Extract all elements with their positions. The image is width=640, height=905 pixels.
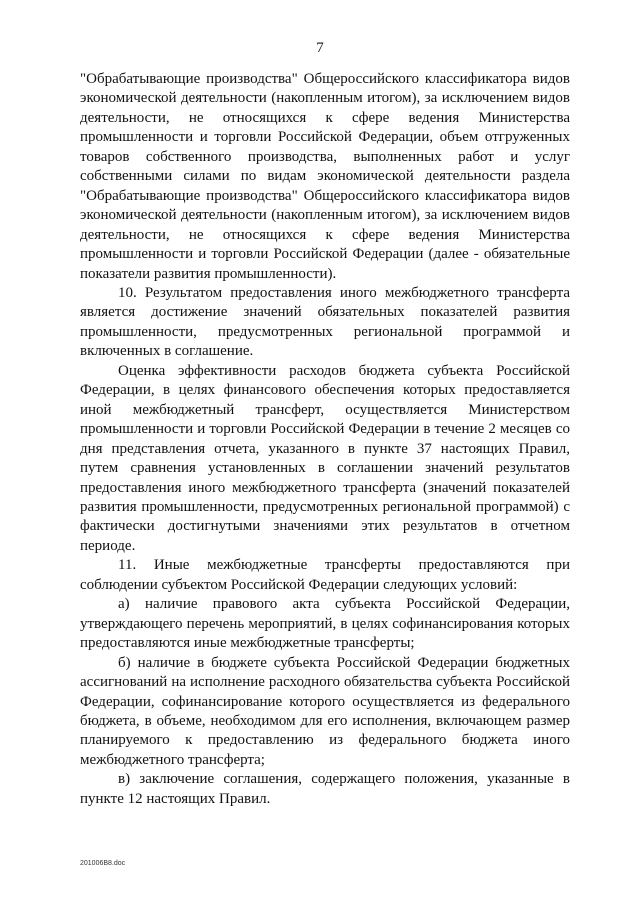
paragraph-condition-b: б) наличие в бюджете субъекта Российской Федерации бюджетных ассигнований на исполнение расходного обязательства субъекта Российской Федерации, софинансирование которого осуществляется из федерального бюджета, в объеме, необходимом для его исполнения, включающем размер планируемого к предоставлению из федерального бюджета иного межбюджетного трансферта; [80, 654, 570, 768]
paragraph-condition-a: а) наличие правового акта субъекта Российской Федерации, утверждающего перечень мероприятий, в целях софинансирования которых предоставляются иные межбюджетные трансферты; [80, 596, 570, 652]
document-body [80, 70, 570, 809]
page-number: 7 [316, 40, 324, 56]
paragraph-evaluation: Оценка эффективности расходов бюджета субъекта Российской Федерации, в целях финансового обеспечения которых предоставляется иной межбюджетный трансферт, осуществляется Министерством промышленности и торговли Российской Федерации в течение 2 месяцев со дня представления отчета, указанного в пункте 37 настоящих Правил, путем сравнения установленных в соглашении значений результатов предоставления иного межбюджетного трансферта (значений показателей развития промышленности, предусмотренных региональной программой) с фактически достигнутыми значениями этих результатов в отчетном периоде. [80, 362, 570, 554]
paragraph-item-10: 10. Результатом предоставления иного межбюджетного трансферта является достижение значений обязательных показателей развития промышленности, предусмотренных региональной программой и включенных в соглашение. [80, 284, 570, 360]
paragraph-condition-c: в) заключение соглашения, содержащего положения, указанные в пункте 12 настоящих Правил. [80, 771, 570, 807]
file-name-footer: 201006B8.doc [80, 860, 126, 867]
paragraph-item-11: 11. Иные межбюджетные трансферты предоставляются при соблюдении субъектом Российской Федерации следующих условий: [80, 557, 570, 593]
paragraph-continuation: "Обрабатывающие производства" Общероссийского классификатора видов экономической деятельности (накопленным итогом), за исключением видов деятельности, не относящихся к сфере ведения Министерства промышленности и торговли Российской Федерации, объем отгруженных товаров собственного производства, выполненных работ и услуг собственными силами по видам экономической деятельности раздела "Обрабатывающие производства" Общероссийского классификатора видов экономической деятельности (накопленным итогом), за исключением видов деятельности, не относящихся к сфере ведения Министерства промышленности и торговли Российской Федерации (далее - обязательные показатели развития промышленности). [80, 71, 570, 282]
